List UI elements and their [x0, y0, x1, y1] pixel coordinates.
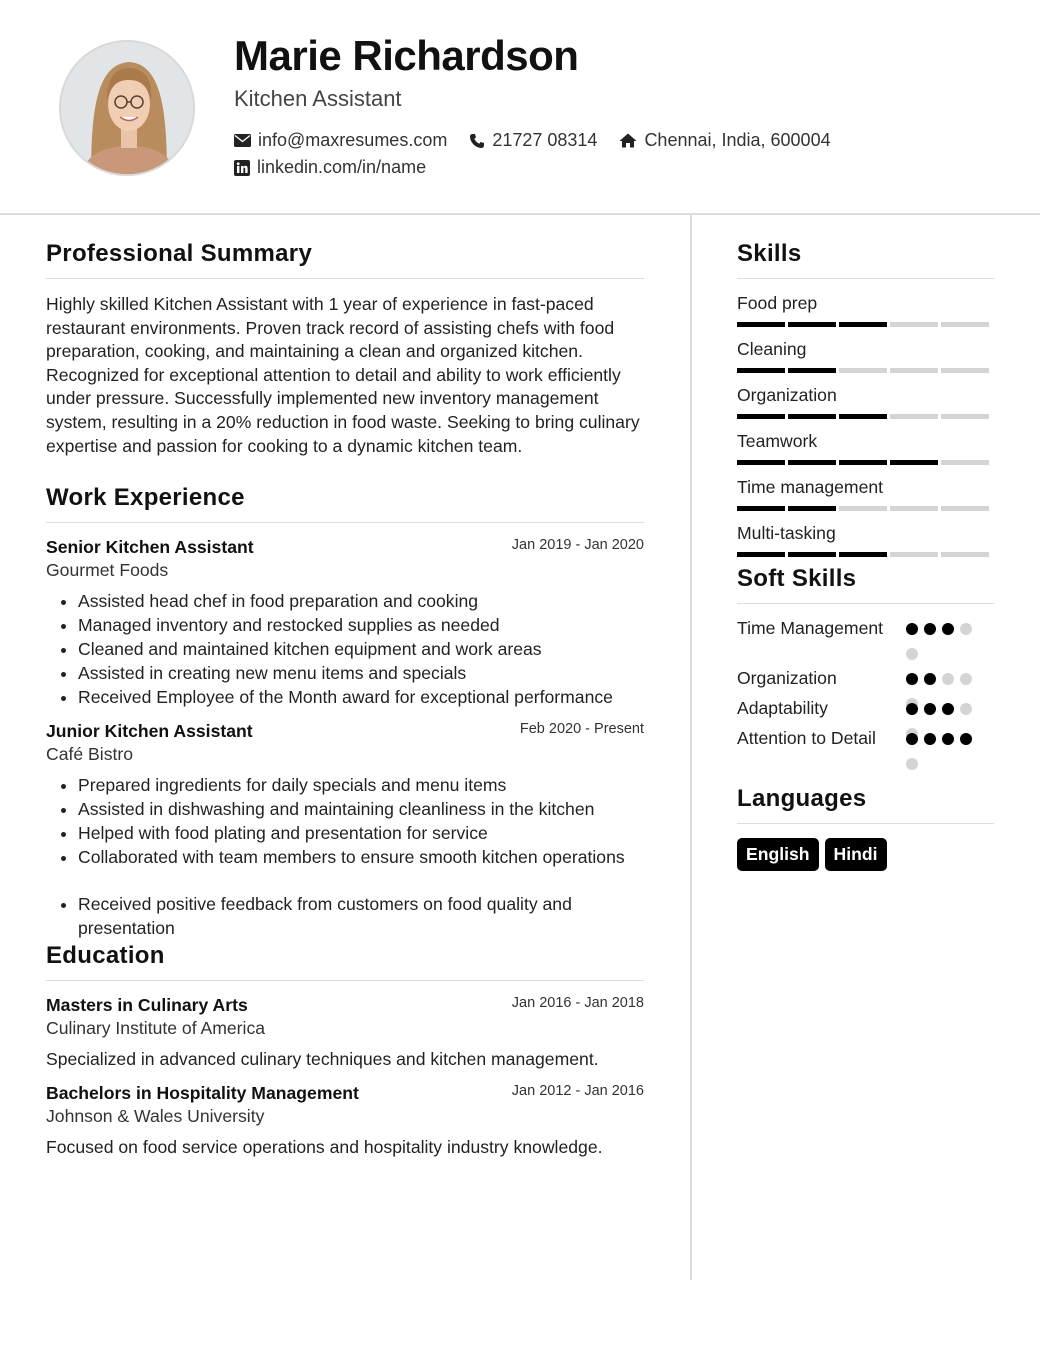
contact-row-2 — [234, 157, 448, 178]
skill-rating-segment — [941, 368, 989, 373]
skill-rating-segment — [737, 506, 785, 511]
skill-rating-segment — [890, 368, 938, 373]
school-name: Culinary Institute of America — [46, 1018, 266, 1039]
skill-item — [737, 339, 994, 373]
job-title: Junior Kitchen Assistant — [46, 721, 253, 742]
skill-rating-segment — [839, 322, 887, 327]
skill-rating-segment — [839, 368, 887, 373]
skill-name: Food prep — [737, 293, 818, 313]
skill-rating-segment — [737, 552, 785, 557]
linkedin-icon — [234, 160, 250, 176]
education-description: Focused on food service operations and hospitality industry knowledge. — [46, 1137, 603, 1158]
soft-skills-list — [737, 617, 994, 777]
soft-skill-item — [737, 617, 994, 667]
soft-skill-rating-dot — [942, 623, 954, 635]
contact-phone[interactable] — [469, 130, 597, 151]
degree-title: Bachelors in Hospitality Management — [46, 1083, 359, 1104]
skill-rating-segment — [890, 322, 938, 327]
job-company: Gourmet Foods — [46, 560, 169, 581]
soft-skill-rating-dot — [906, 703, 918, 715]
soft-skills-heading: Soft Skills — [737, 565, 994, 604]
soft-skill-rating-dot — [942, 733, 954, 745]
job-bullet: • Managed inventory and restocked supplies as needed — [78, 613, 644, 637]
summary-section — [46, 240, 644, 458]
soft-skill-name: Time Management — [737, 618, 884, 638]
profile-photo-image — [61, 42, 195, 176]
soft-skill-rating-dot — [906, 758, 918, 770]
job-date: Jan 2019 - Jan 2020 — [511, 537, 644, 554]
soft-skill-item — [737, 727, 994, 777]
summary-heading: Professional Summary — [46, 240, 644, 279]
phone-icon — [469, 133, 485, 149]
skill-rating-segment — [941, 552, 989, 557]
soft-skill-rating-dot — [924, 703, 936, 715]
contact-email[interactable] — [234, 130, 447, 151]
job-bullet: • Received positive feedback from customers on food quality and presentation — [78, 892, 644, 940]
skill-rating-bar — [737, 460, 994, 465]
column-divider — [690, 215, 692, 1280]
skill-name: Organization — [737, 385, 837, 405]
skill-rating-segment — [788, 552, 836, 557]
soft-skill-rating-dot — [960, 703, 972, 715]
contact-linkedin[interactable] — [234, 157, 426, 178]
skill-rating-bar — [737, 506, 994, 511]
candidate-name: Marie Richardson — [234, 32, 579, 79]
soft-skill-rating-dot — [942, 673, 954, 685]
skill-item — [737, 431, 994, 465]
education-description: Specialized in advanced culinary techniques and kitchen management. — [46, 1049, 599, 1070]
skill-rating-segment — [839, 460, 887, 465]
skill-rating-segment — [788, 368, 836, 373]
job-bullet: • Received Employee of the Month award for exceptional performance — [78, 685, 644, 709]
skill-rating-segment — [890, 414, 938, 419]
soft-skills-section — [737, 565, 994, 777]
skill-item — [737, 477, 994, 511]
soft-skill-name: Adaptability — [737, 698, 828, 718]
soft-skill-rating — [906, 733, 980, 783]
profile-photo — [59, 40, 195, 176]
soft-skill-item — [737, 697, 994, 727]
skill-item — [737, 523, 994, 557]
skill-rating-segment — [788, 322, 836, 327]
skill-rating-segment — [737, 460, 785, 465]
skill-rating-bar — [737, 414, 994, 419]
education-date: Jan 2012 - Jan 2016 — [511, 1083, 644, 1100]
language-badge: English — [737, 838, 819, 871]
email-text: info@maxresumes.com — [258, 130, 448, 150]
education-section — [46, 942, 644, 1158]
soft-skill-rating-dot — [906, 733, 918, 745]
envelope-icon — [234, 134, 251, 147]
soft-skill-rating — [906, 623, 980, 673]
skill-rating-segment — [941, 506, 989, 511]
soft-skill-rating-dot — [960, 673, 972, 685]
skill-rating-segment — [839, 506, 887, 511]
skill-name: Cleaning — [737, 339, 807, 359]
soft-skill-rating-dot — [906, 623, 918, 635]
job-bullet: • Collaborated with team members to ensure smooth kitchen operations — [78, 845, 644, 869]
soft-skill-rating-dot — [924, 623, 936, 635]
summary-text: Highly skilled Kitchen Assistant with 1 year of experience in fast-paced restaurant environments. Proven track record of assisting chefs with food preparation, cooking, and maintaining a clean and organized kitchen. Recognized for exceptional attention to detail and ability to work efficiently under pressure. Successfully implemented new inventory management system, resulting in a 20% reduction in food waste. Seeking to bring culinary expertise and passion for cooking to a dynamic kitchen team. — [46, 294, 640, 456]
experience-heading: Work Experience — [46, 484, 644, 523]
job-company: Café Bistro — [46, 744, 134, 765]
skill-rating-segment — [839, 552, 887, 557]
candidate-title: Kitchen Assistant — [234, 86, 402, 111]
job-bullet: • Cleaned and maintained kitchen equipment and work areas — [78, 637, 644, 661]
skill-rating-segment — [941, 322, 989, 327]
skill-rating-segment — [788, 414, 836, 419]
job-title: Senior Kitchen Assistant — [46, 537, 254, 558]
phone-text: 21727 08314 — [492, 130, 598, 150]
soft-skill-item — [737, 667, 994, 697]
education-entry — [46, 1083, 644, 1158]
soft-skill-rating-dot — [960, 733, 972, 745]
education-entry — [46, 995, 644, 1070]
education-date: Jan 2016 - Jan 2018 — [511, 995, 644, 1012]
skill-rating-segment — [839, 414, 887, 419]
language-badge: Hindi — [825, 838, 887, 871]
skills-section — [737, 240, 994, 557]
skill-name: Teamwork — [737, 431, 818, 451]
resume-header — [0, 0, 1040, 215]
skill-rating-segment — [737, 414, 785, 419]
job-entry — [46, 537, 644, 709]
skills-heading: Skills — [737, 240, 994, 279]
soft-skill-rating-dot — [960, 623, 972, 635]
skill-rating-bar — [737, 322, 994, 327]
languages-list — [737, 838, 994, 871]
skill-name: Time management — [737, 477, 884, 497]
skill-rating-segment — [890, 552, 938, 557]
school-name: Johnson & Wales University — [46, 1106, 265, 1127]
skill-rating-segment — [890, 460, 938, 465]
soft-skill-name: Attention to Detail — [737, 728, 876, 748]
soft-skill-rating-dot — [924, 673, 936, 685]
skill-rating-segment — [737, 322, 785, 327]
skill-rating-segment — [788, 460, 836, 465]
skill-rating-bar — [737, 552, 994, 557]
main-column — [46, 240, 644, 1158]
job-entry — [46, 721, 644, 940]
address-text: Chennai, India, 600004 — [644, 130, 831, 150]
experience-section — [46, 484, 644, 940]
soft-skill-rating-dot — [942, 703, 954, 715]
soft-skill-name: Organization — [737, 668, 837, 688]
soft-skill-rating-dot — [924, 733, 936, 745]
contact-row — [234, 130, 853, 151]
job-bullet: • Assisted in dishwashing and maintaining cleanliness in the kitchen — [78, 797, 644, 821]
job-bullet: • Assisted in creating new menu items and specials — [78, 661, 644, 685]
soft-skill-rating-dot — [906, 648, 918, 660]
languages-section — [737, 785, 994, 871]
skill-item — [737, 293, 994, 327]
education-heading: Education — [46, 942, 644, 981]
skill-rating-segment — [941, 414, 989, 419]
job-bullet: • Helped with food plating and presentation for service — [78, 821, 644, 845]
linkedin-text: linkedin.com/in/name — [257, 157, 427, 177]
skill-rating-segment — [941, 460, 989, 465]
contact-address — [619, 130, 830, 151]
skill-rating-bar — [737, 368, 994, 373]
side-column — [737, 240, 994, 871]
skills-list — [737, 293, 994, 557]
job-bullets — [46, 773, 644, 940]
job-bullets — [46, 589, 644, 709]
skill-rating-segment — [788, 506, 836, 511]
job-date: Feb 2020 - Present — [519, 721, 644, 738]
job-bullet: • Prepared ingredients for daily specials and menu items — [78, 773, 644, 797]
job-bullet: • Assisted head chef in food preparation and cooking — [78, 589, 644, 613]
home-icon — [619, 133, 637, 148]
skill-name: Multi-tasking — [737, 523, 836, 543]
skill-rating-segment — [737, 368, 785, 373]
skill-item — [737, 385, 994, 419]
skill-rating-segment — [890, 506, 938, 511]
soft-skill-rating-dot — [906, 673, 918, 685]
degree-title: Masters in Culinary Arts — [46, 995, 248, 1016]
languages-heading: Languages — [737, 785, 994, 824]
